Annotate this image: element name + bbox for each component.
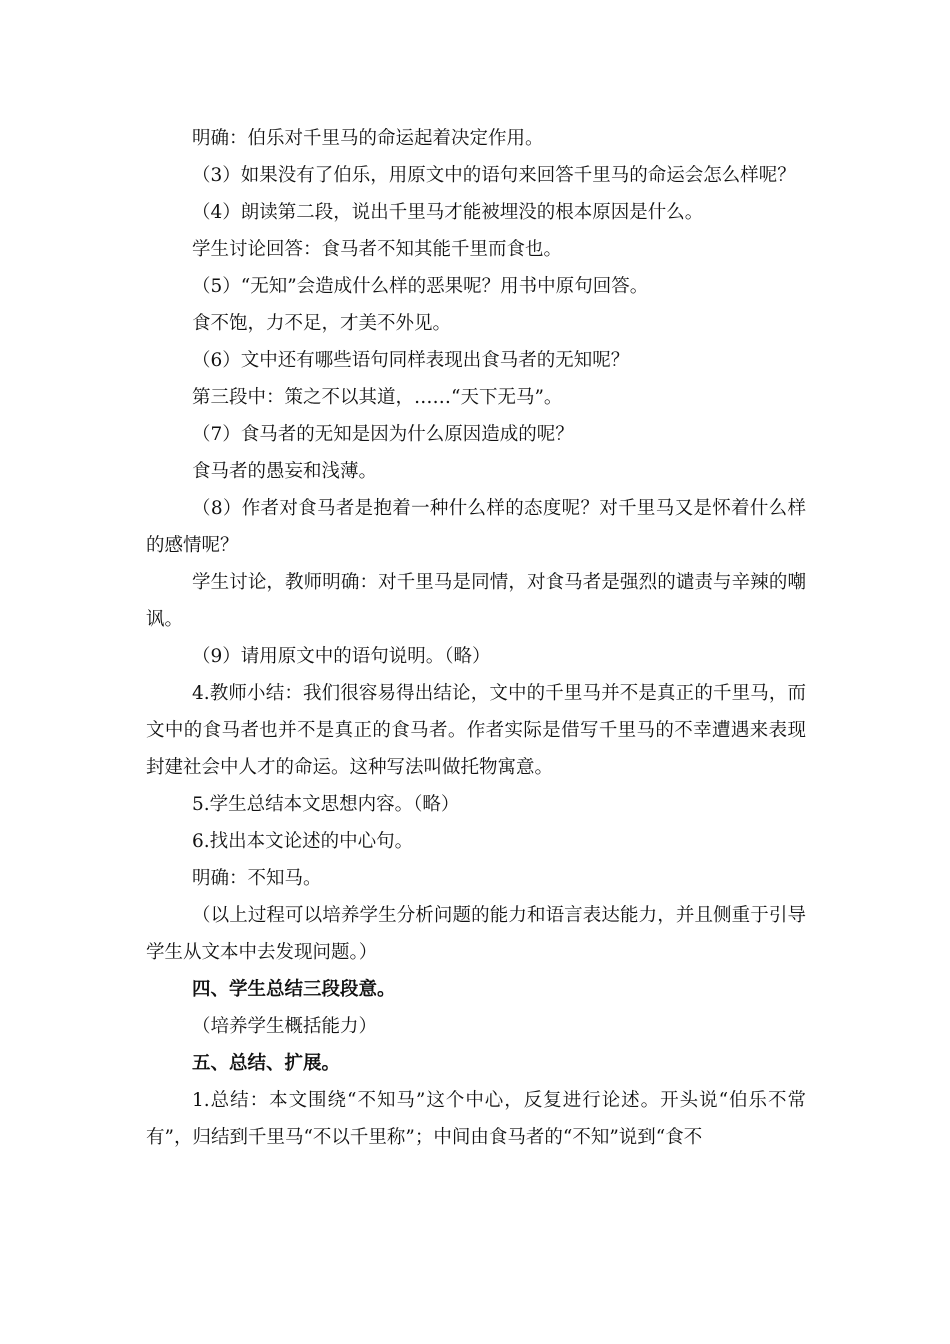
paragraph-5: （5）“无知”会造成什么样的恶果呢？用书中原句回答。 [192, 276, 649, 297]
paragraph-6: 食不饱，力不足，才美不外见。 [192, 313, 452, 334]
paragraph-10: 食马者的愚妄和浅薄。 [192, 461, 378, 482]
section-heading-4: 四、学生总结三段段意。 [192, 979, 396, 1000]
paragraph-18: （以上过程可以培养学生分析问题的能力和语言表达能力，并且侧重于引导学生从文本中去发现问题。） [146, 905, 806, 963]
paragraph-13: （9）请用原文中的语句说明。（略） [192, 646, 491, 667]
paragraph-1: 明确：伯乐对千里马的命运起着决定作用。 [192, 128, 544, 149]
document-body [146, 120, 806, 1156]
paragraph-7: （6）文中还有哪些语句同样表现出食马者的无知呢？ [192, 350, 630, 371]
section-heading-5: 五、总结、扩展。 [192, 1053, 341, 1074]
paragraph-14: 4.教师小结：我们很容易得出结论，文中的千里马并不是真正的千里马，而文中的食马者也并不是真正的食马者。作者实际是借写千里马的不幸遭遇来表现封建社会中人才的命运。这种写法叫做托物寓意。 [146, 683, 806, 778]
paragraph-16: 6.找出本文论述的中心句。 [192, 831, 414, 852]
paragraph-4: 学生讨论回答：食马者不知其能千里而食也。 [192, 239, 563, 260]
paragraph-9: （7）食马者的无知是因为什么原因造成的呢？ [192, 424, 574, 445]
paragraph-20: （培养学生概括能力） [192, 1016, 378, 1037]
paragraph-3: （4）朗读第二段，说出千里马才能被埋没的根本原因是什么。 [192, 202, 704, 223]
paragraph-17: 明确：不知马。 [192, 868, 322, 889]
paragraph-11: （8）作者对食马者是抱着一种什么样的态度呢？对千里马又是怀着什么样的感情呢？ [146, 498, 806, 556]
paragraph-22: 1.总结：本文围绕“不知马”这个中心，反复进行论述。开头说“伯乐不常有”，归结到千里马“不以千里称”；中间由食马者的“不知”说到“食不 [146, 1090, 806, 1148]
paragraph-8: 第三段中：策之不以其道，……“天下无马”。 [192, 387, 563, 408]
paragraph-2: （3）如果没有了伯乐，用原文中的语句来回答千里马的命运会怎么样呢？ [192, 165, 796, 186]
paragraph-15: 5.学生总结本文思想内容。（略） [192, 794, 460, 815]
paragraph-12: 学生讨论，教师明确：对千里马是同情，对食马者是强烈的谴责与辛辣的嘲讽。 [146, 572, 806, 630]
